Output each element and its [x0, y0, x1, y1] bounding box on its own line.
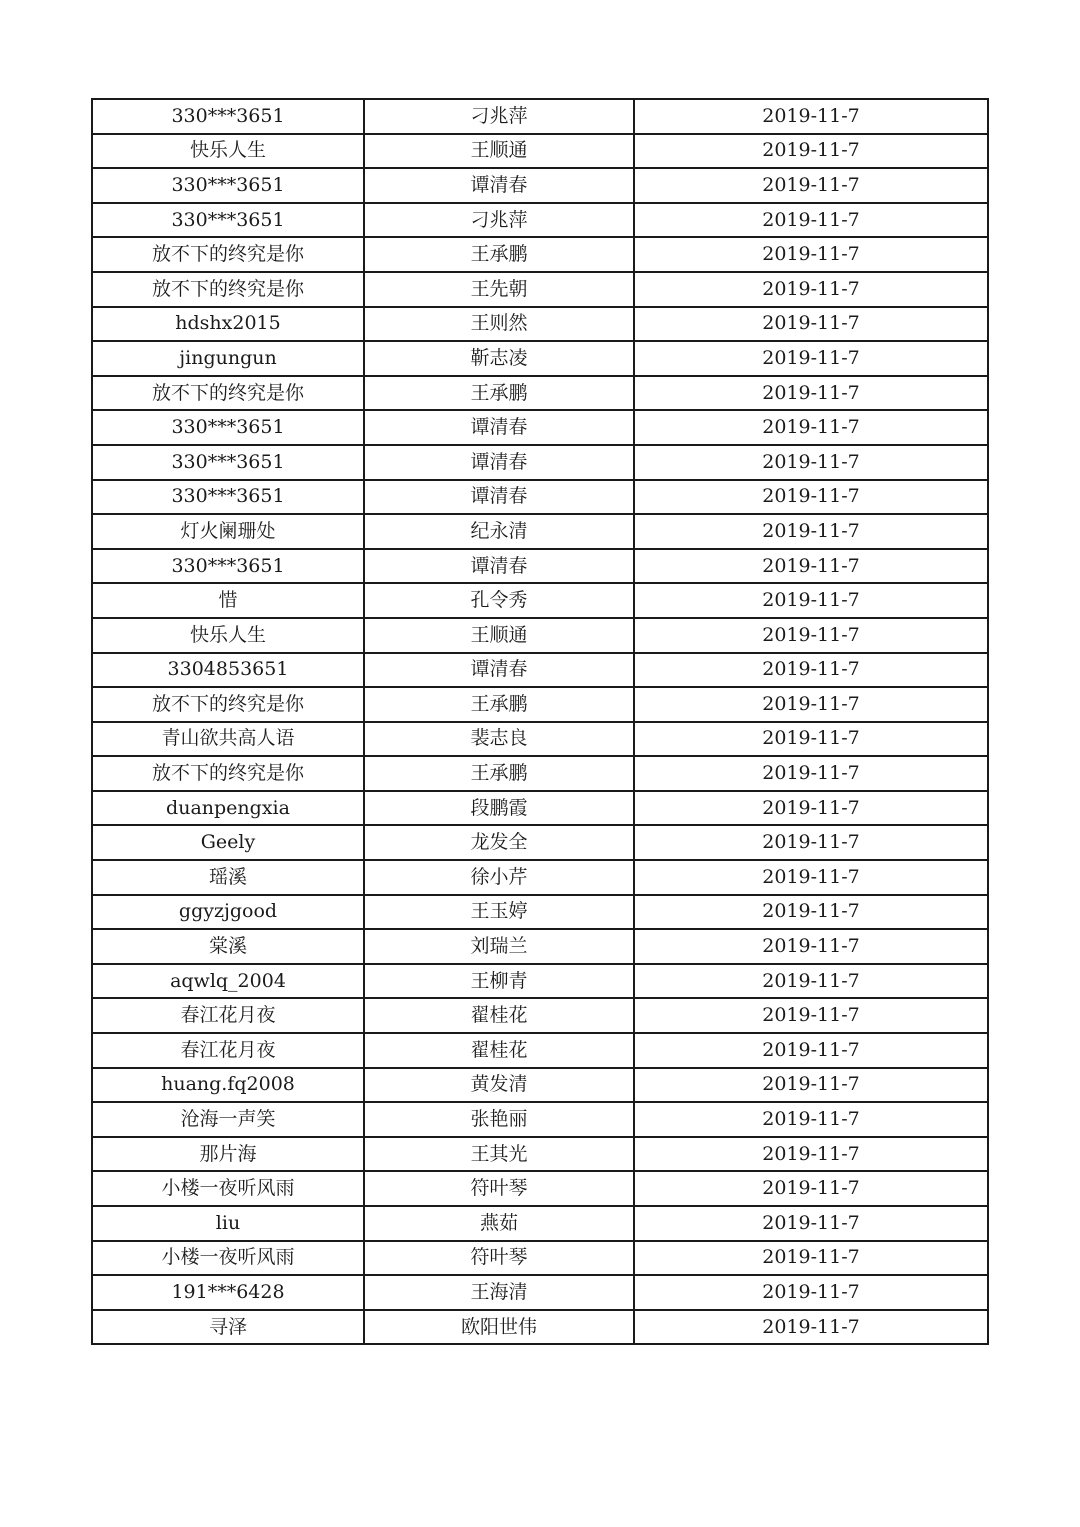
nickname-cell: 棠溪	[92, 929, 364, 964]
nickname-cell: 330***3651	[92, 445, 364, 480]
records-table	[91, 98, 989, 1345]
date-cell: 2019-11-7	[634, 480, 988, 515]
table-row	[92, 480, 988, 515]
name-cell: 谭清春	[364, 480, 634, 515]
date-cell: 2019-11-7	[634, 860, 988, 895]
name-cell: 谭清春	[364, 168, 634, 203]
nickname-cell: 瑶溪	[92, 860, 364, 895]
table-row	[92, 1137, 988, 1172]
date-cell: 2019-11-7	[634, 203, 988, 238]
nickname-cell: 快乐人生	[92, 134, 364, 169]
date-cell: 2019-11-7	[634, 1102, 988, 1137]
date-cell: 2019-11-7	[634, 653, 988, 688]
table-row	[92, 1068, 988, 1103]
nickname-cell: 沧海一声笑	[92, 1102, 364, 1137]
date-cell: 2019-11-7	[634, 964, 988, 999]
date-cell: 2019-11-7	[634, 687, 988, 722]
nickname-cell: 放不下的终究是你	[92, 687, 364, 722]
name-cell: 刁兆萍	[364, 203, 634, 238]
table-row	[92, 341, 988, 376]
name-cell: 黄发清	[364, 1068, 634, 1103]
nickname-cell: 330***3651	[92, 99, 364, 134]
nickname-cell: 3304853651	[92, 653, 364, 688]
date-cell: 2019-11-7	[634, 410, 988, 445]
name-cell: 段鹏霞	[364, 791, 634, 826]
table-row	[92, 687, 988, 722]
nickname-cell: 放不下的终究是你	[92, 376, 364, 411]
name-cell: 王柳青	[364, 964, 634, 999]
table-row	[92, 168, 988, 203]
date-cell: 2019-11-7	[634, 1171, 988, 1206]
name-cell: 刁兆萍	[364, 99, 634, 134]
table-row	[92, 1275, 988, 1310]
nickname-cell: 灯火阑珊处	[92, 514, 364, 549]
name-cell: 王先朝	[364, 272, 634, 307]
table-row	[92, 549, 988, 584]
nickname-cell: 青山欲共高人语	[92, 722, 364, 757]
nickname-cell: 191***6428	[92, 1275, 364, 1310]
name-cell: 欧阳世伟	[364, 1310, 634, 1345]
date-cell: 2019-11-7	[634, 272, 988, 307]
name-cell: 徐小芹	[364, 860, 634, 895]
nickname-cell: aqwlq_2004	[92, 964, 364, 999]
name-cell: 符叶琴	[364, 1241, 634, 1276]
table-row	[92, 618, 988, 653]
name-cell: 龙发全	[364, 825, 634, 860]
table-row	[92, 1241, 988, 1276]
name-cell: 王玉婷	[364, 895, 634, 930]
nickname-cell: 330***3651	[92, 203, 364, 238]
nickname-cell: 惜	[92, 583, 364, 618]
nickname-cell: 放不下的终究是你	[92, 756, 364, 791]
name-cell: 裴志良	[364, 722, 634, 757]
table-row	[92, 1102, 988, 1137]
nickname-cell: 330***3651	[92, 549, 364, 584]
nickname-cell: 那片海	[92, 1137, 364, 1172]
name-cell: 谭清春	[364, 410, 634, 445]
name-cell: 王承鹏	[364, 687, 634, 722]
nickname-cell: jingungun	[92, 341, 364, 376]
table-row	[92, 1206, 988, 1241]
table-row	[92, 203, 988, 238]
name-cell: 谭清春	[364, 445, 634, 480]
nickname-cell: hdshx2015	[92, 307, 364, 342]
name-cell: 王顺通	[364, 134, 634, 169]
date-cell: 2019-11-7	[634, 1033, 988, 1068]
date-cell: 2019-11-7	[634, 895, 988, 930]
table-row	[92, 376, 988, 411]
date-cell: 2019-11-7	[634, 307, 988, 342]
table-row	[92, 237, 988, 272]
date-cell: 2019-11-7	[634, 237, 988, 272]
nickname-cell: 放不下的终究是你	[92, 272, 364, 307]
nickname-cell: liu	[92, 1206, 364, 1241]
nickname-cell: huang.fq2008	[92, 1068, 364, 1103]
name-cell: 王顺通	[364, 618, 634, 653]
nickname-cell: 寻泽	[92, 1310, 364, 1345]
records-table-body	[92, 99, 988, 1344]
date-cell: 2019-11-7	[634, 791, 988, 826]
date-cell: 2019-11-7	[634, 998, 988, 1033]
date-cell: 2019-11-7	[634, 1310, 988, 1345]
nickname-cell: 放不下的终究是你	[92, 237, 364, 272]
date-cell: 2019-11-7	[634, 1068, 988, 1103]
date-cell: 2019-11-7	[634, 445, 988, 480]
date-cell: 2019-11-7	[634, 99, 988, 134]
nickname-cell: Geely	[92, 825, 364, 860]
name-cell: 谭清春	[364, 653, 634, 688]
table-row	[92, 929, 988, 964]
nickname-cell: 330***3651	[92, 480, 364, 515]
date-cell: 2019-11-7	[634, 1241, 988, 1276]
name-cell: 燕茹	[364, 1206, 634, 1241]
nickname-cell: 330***3651	[92, 168, 364, 203]
date-cell: 2019-11-7	[634, 929, 988, 964]
table-row	[92, 998, 988, 1033]
table-row	[92, 99, 988, 134]
table-row	[92, 756, 988, 791]
table-row	[92, 895, 988, 930]
name-cell: 王其光	[364, 1137, 634, 1172]
date-cell: 2019-11-7	[634, 1275, 988, 1310]
date-cell: 2019-11-7	[634, 583, 988, 618]
date-cell: 2019-11-7	[634, 825, 988, 860]
date-cell: 2019-11-7	[634, 549, 988, 584]
name-cell: 符叶琴	[364, 1171, 634, 1206]
name-cell: 王承鹏	[364, 756, 634, 791]
name-cell: 孔令秀	[364, 583, 634, 618]
table-row	[92, 1033, 988, 1068]
table-row	[92, 134, 988, 169]
table-row	[92, 825, 988, 860]
name-cell: 谭清春	[364, 549, 634, 584]
nickname-cell: 春江花月夜	[92, 998, 364, 1033]
table-row	[92, 722, 988, 757]
name-cell: 纪永清	[364, 514, 634, 549]
table-row	[92, 964, 988, 999]
nickname-cell: 小楼一夜听风雨	[92, 1241, 364, 1276]
date-cell: 2019-11-7	[634, 341, 988, 376]
date-cell: 2019-11-7	[634, 134, 988, 169]
date-cell: 2019-11-7	[634, 376, 988, 411]
nickname-cell: duanpengxia	[92, 791, 364, 826]
nickname-cell: 小楼一夜听风雨	[92, 1171, 364, 1206]
name-cell: 张艳丽	[364, 1102, 634, 1137]
name-cell: 刘瑞兰	[364, 929, 634, 964]
nickname-cell: 330***3651	[92, 410, 364, 445]
name-cell: 翟桂花	[364, 998, 634, 1033]
table-row	[92, 1310, 988, 1345]
nickname-cell: 快乐人生	[92, 618, 364, 653]
table-row	[92, 445, 988, 480]
name-cell: 王海清	[364, 1275, 634, 1310]
date-cell: 2019-11-7	[634, 168, 988, 203]
name-cell: 王承鹏	[364, 376, 634, 411]
table-row	[92, 514, 988, 549]
table-row	[92, 653, 988, 688]
table-row	[92, 307, 988, 342]
table-row	[92, 272, 988, 307]
date-cell: 2019-11-7	[634, 618, 988, 653]
date-cell: 2019-11-7	[634, 1137, 988, 1172]
nickname-cell: 春江花月夜	[92, 1033, 364, 1068]
name-cell: 翟桂花	[364, 1033, 634, 1068]
date-cell: 2019-11-7	[634, 756, 988, 791]
table-row	[92, 860, 988, 895]
table-row	[92, 791, 988, 826]
date-cell: 2019-11-7	[634, 514, 988, 549]
name-cell: 王承鹏	[364, 237, 634, 272]
date-cell: 2019-11-7	[634, 722, 988, 757]
nickname-cell: ggyzjgood	[92, 895, 364, 930]
table-row	[92, 410, 988, 445]
table-row	[92, 583, 988, 618]
table-row	[92, 1171, 988, 1206]
name-cell: 王则然	[364, 307, 634, 342]
date-cell: 2019-11-7	[634, 1206, 988, 1241]
name-cell: 靳志凌	[364, 341, 634, 376]
